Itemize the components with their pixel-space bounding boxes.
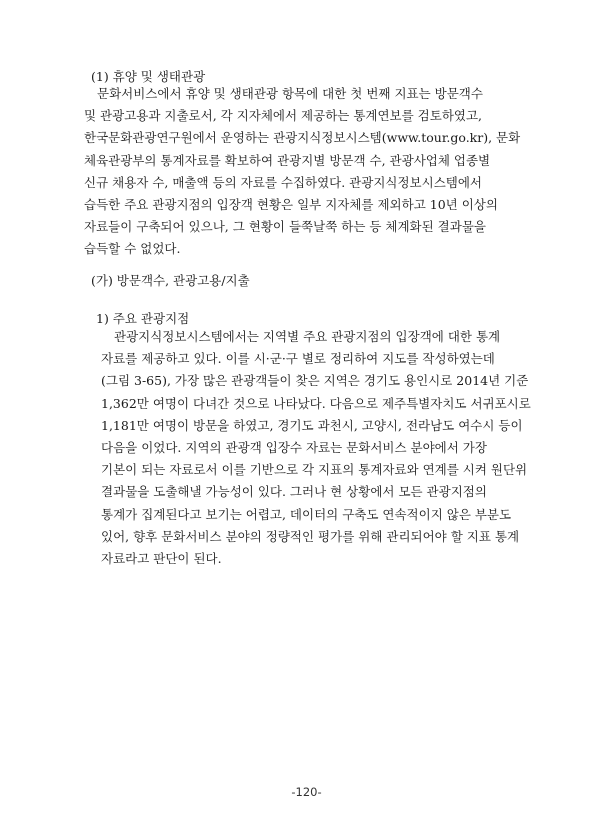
paragraph-line: 자료를 제공하고 있다. 이를 시·군·구 별로 정리하여 지도를 작성하였는데 [101, 351, 495, 367]
paragraph-major-tourist-spots [101, 326, 533, 570]
paragraph-line: 1,181만 여명이 방문을 하였고, 경기도 과천시, 고양시, 전라남도 여수시 등이 [101, 417, 523, 433]
section-heading-recreation-ecotourism: (1) 휴양 및 생태관광 [91, 69, 206, 84]
paragraph-recreation-ecotourism [84, 83, 531, 261]
page-number: -120- [291, 785, 322, 799]
paragraph-line: (그림 3-65), 가장 많은 관광객들이 찾은 지역은 경기도 용인시로 2014년 기준 [101, 373, 529, 389]
paragraph-line: 자료들이 구축되어 있으나, 그 현황이 들쭉날쭉 하는 등 체계화된 결과물을 [84, 219, 486, 235]
paragraph-line: 및 관광고용과 지출로서, 각 지자체에서 제공하는 통계연보를 검토하였고, [84, 108, 483, 124]
subsection-heading-major-tourist-spots: 1) 주요 관광지점 [96, 311, 190, 326]
paragraph-line: 1,362만 여명이 다녀간 것으로 나타났다. 다음으로 제주특별자치도 서귀포시로 [101, 395, 531, 411]
paragraph-line: 다음을 이었다. 지역의 관광객 입장수 자료는 문화서비스 분야에서 가장 [101, 440, 487, 456]
subsection-heading-visitors-employment: (가) 방문객수, 관광고용/지출 [91, 273, 250, 288]
paragraph-line: 체육관광부의 통계자료를 확보하여 관광지별 방문객 수, 관광사업체 업종별 [84, 152, 491, 168]
paragraph-line: 신규 채용자 수, 매출액 등의 자료를 수집하였다. 관광지식정보시스템에서 [84, 174, 483, 190]
paragraph-line: 문화서비스에서 휴양 및 생태관광 항목에 대한 첫 번째 지표는 방문객수 [97, 86, 483, 101]
paragraph-line: 습득할 수 없었다. [84, 241, 181, 257]
paragraph-line: 습득한 주요 관광지점의 입장객 현황은 일부 지자체를 제외하고 10년 이상의 [84, 197, 498, 213]
paragraph-line: 기본이 되는 자료로서 이를 기반으로 각 지표의 통계자료와 연계를 시켜 원단위 [101, 462, 528, 478]
paragraph-line: 결과물을 도출해낼 가능성이 있다. 그러나 현 상황에서 모든 관광지점의 [101, 484, 487, 500]
paragraph-line: 자료라고 판단이 된다. [101, 551, 222, 567]
paragraph-line: 관광지식정보시스템에서는 지역별 주요 관광지점의 입장객에 대한 통계 [114, 329, 501, 344]
paragraph-line: 통계가 집계된다고 보기는 어렵고, 데이터의 구축도 연속적이지 않은 부분도 [101, 506, 512, 522]
paragraph-line: 한국문화관광연구원에서 운영하는 관광지식정보시스템(www.tour.go.kr), 문화 [84, 130, 521, 146]
paragraph-line: 있어, 향후 문화서비스 분야의 정량적인 평가를 위해 관리되어야 할 지표 통계 [101, 528, 520, 544]
